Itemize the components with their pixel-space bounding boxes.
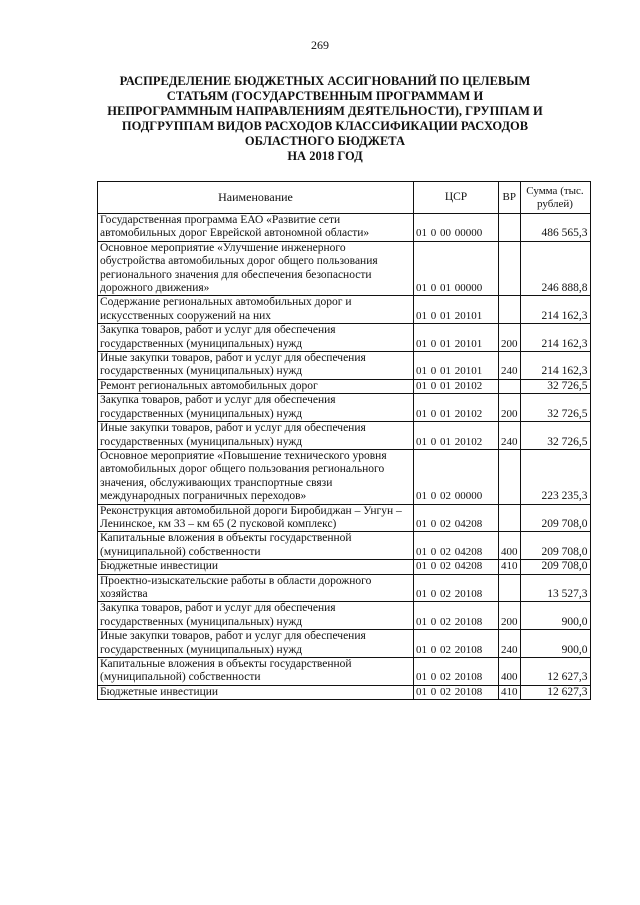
row-name-cell: Содержание региональных автомобильных дорог и искусственных сооружений на них bbox=[98, 296, 414, 324]
table-row bbox=[98, 394, 591, 422]
row-sum-cell: 13 527,3 bbox=[520, 574, 590, 602]
row-sum-cell: 486 565,3 bbox=[520, 214, 590, 242]
row-csr-cell: 01 0 02 20108 bbox=[414, 602, 499, 630]
row-vr-cell bbox=[499, 296, 521, 324]
title-line: НЕПРОГРАММНЫМ НАПРАВЛЕНИЯМ ДЕЯТЕЛЬНОСТИ), ГРУППАМ И bbox=[107, 104, 543, 118]
title-line: ОБЛАСТНОГО БЮДЖЕТА bbox=[244, 134, 406, 148]
row-sum-cell: 214 162,3 bbox=[520, 352, 590, 380]
row-vr-cell: 400 bbox=[499, 658, 521, 686]
row-csr-cell: 01 0 02 04208 bbox=[414, 560, 499, 574]
title-line: СТАТЬЯМ (ГОСУДАРСТВЕННЫМ ПРОГРАММАМ И bbox=[166, 89, 484, 103]
row-csr-cell: 01 0 01 20102 bbox=[414, 379, 499, 393]
row-csr-cell: 01 0 00 00000 bbox=[414, 214, 499, 242]
row-name-cell: Реконструкция автомобильной дороги Биробиджан – Унгун – Ленинское, км 33 – км 65 (2 пусковой комплекс) bbox=[98, 504, 414, 532]
row-csr-cell: 01 0 02 20108 bbox=[414, 574, 499, 602]
table-row bbox=[98, 685, 591, 699]
table-row bbox=[98, 352, 591, 380]
row-vr-cell bbox=[499, 241, 521, 296]
row-vr-cell bbox=[499, 214, 521, 242]
header-vr: ВР bbox=[499, 182, 521, 214]
row-csr-cell: 01 0 02 00000 bbox=[414, 449, 499, 504]
table-row bbox=[98, 379, 591, 393]
table-row bbox=[98, 504, 591, 532]
row-sum-cell: 12 627,3 bbox=[520, 658, 590, 686]
row-name-cell: Бюджетные инвестиции bbox=[98, 560, 414, 574]
row-vr-cell bbox=[499, 379, 521, 393]
row-name-cell: Иные закупки товаров, работ и услуг для обеспечения государственных (муниципальных) нужд bbox=[98, 630, 414, 658]
table-row bbox=[98, 532, 591, 560]
row-sum-cell: 223 235,3 bbox=[520, 449, 590, 504]
row-vr-cell: 410 bbox=[499, 560, 521, 574]
row-vr-cell: 240 bbox=[499, 422, 521, 450]
row-csr-cell: 01 0 02 04208 bbox=[414, 504, 499, 532]
row-vr-cell bbox=[499, 449, 521, 504]
table-row bbox=[98, 241, 591, 296]
row-sum-cell: 214 162,3 bbox=[520, 324, 590, 352]
table-row bbox=[98, 630, 591, 658]
title-line: НА 2018 ГОД bbox=[287, 149, 363, 163]
table-row bbox=[98, 296, 591, 324]
row-vr-cell: 410 bbox=[499, 685, 521, 699]
row-name-cell: Государственная программа ЕАО «Развитие сети автомобильных дорог Еврейской автономной области» bbox=[98, 214, 414, 242]
table-row bbox=[98, 449, 591, 504]
row-csr-cell: 01 0 01 20101 bbox=[414, 324, 499, 352]
title-line: РАСПРЕДЕЛЕНИЕ БЮДЖЕТНЫХ АССИГНОВАНИЙ ПО ЦЕЛЕВЫМ bbox=[119, 74, 531, 88]
row-name-cell: Иные закупки товаров, работ и услуг для обеспечения государственных (муниципальных) нужд bbox=[98, 422, 414, 450]
row-name-cell: Основное мероприятие «Повышение технического уровня автомобильных дорог общего пользования регионального значения, обслуживающих транспортные связи международных пограничных переходов» bbox=[98, 449, 414, 504]
row-sum-cell: 209 708,0 bbox=[520, 532, 590, 560]
row-name-cell: Бюджетные инвестиции bbox=[98, 685, 414, 699]
header-csr: ЦСР bbox=[414, 182, 499, 214]
header-sum: Сумма (тыс. рублей) bbox=[520, 182, 590, 214]
row-vr-cell: 200 bbox=[499, 602, 521, 630]
header-name: Наименование bbox=[98, 182, 414, 214]
row-sum-cell: 246 888,8 bbox=[520, 241, 590, 296]
row-sum-cell: 900,0 bbox=[520, 630, 590, 658]
table-row bbox=[98, 422, 591, 450]
row-vr-cell bbox=[499, 504, 521, 532]
row-csr-cell: 01 0 01 00000 bbox=[414, 241, 499, 296]
document-title bbox=[86, 74, 564, 164]
row-name-cell: Капитальные вложения в объекты государственной (муниципальной) собственности bbox=[98, 532, 414, 560]
row-name-cell: Проектно-изыскательские работы в области дорожного хозяйства bbox=[98, 574, 414, 602]
row-name-cell: Закупка товаров, работ и услуг для обеспечения государственных (муниципальных) нужд bbox=[98, 394, 414, 422]
row-csr-cell: 01 0 01 20102 bbox=[414, 394, 499, 422]
row-csr-cell: 01 0 01 20102 bbox=[414, 422, 499, 450]
row-sum-cell: 214 162,3 bbox=[520, 296, 590, 324]
row-csr-cell: 01 0 01 20101 bbox=[414, 352, 499, 380]
row-csr-cell: 01 0 02 04208 bbox=[414, 532, 499, 560]
row-name-cell: Капитальные вложения в объекты государственной (муниципальной) собственности bbox=[98, 658, 414, 686]
row-csr-cell: 01 0 01 20101 bbox=[414, 296, 499, 324]
row-csr-cell: 01 0 02 20108 bbox=[414, 658, 499, 686]
row-sum-cell: 12 627,3 bbox=[520, 685, 590, 699]
row-sum-cell: 32 726,5 bbox=[520, 422, 590, 450]
row-csr-cell: 01 0 02 20108 bbox=[414, 685, 499, 699]
row-sum-cell: 209 708,0 bbox=[520, 560, 590, 574]
title-line: ПОДГРУППАМ ВИДОВ РАСХОДОВ КЛАССИФИКАЦИИ РАСХОДОВ bbox=[121, 119, 529, 133]
row-sum-cell: 900,0 bbox=[520, 602, 590, 630]
row-vr-cell: 240 bbox=[499, 352, 521, 380]
table-body bbox=[98, 214, 591, 700]
row-name-cell: Закупка товаров, работ и услуг для обеспечения государственных (муниципальных) нужд bbox=[98, 324, 414, 352]
row-vr-cell bbox=[499, 574, 521, 602]
table-row bbox=[98, 574, 591, 602]
row-vr-cell: 240 bbox=[499, 630, 521, 658]
row-vr-cell: 200 bbox=[499, 324, 521, 352]
row-vr-cell: 400 bbox=[499, 532, 521, 560]
row-name-cell: Ремонт региональных автомобильных дорог bbox=[98, 379, 414, 393]
page-number: 269 bbox=[311, 38, 329, 52]
budget-table bbox=[97, 181, 591, 700]
row-vr-cell: 200 bbox=[499, 394, 521, 422]
row-name-cell: Основное мероприятие «Улучшение инженерного обустройства автомобильных дорог общего пользования регионального значения для обеспечения безопасности дорожного движения» bbox=[98, 241, 414, 296]
table-row bbox=[98, 560, 591, 574]
row-name-cell: Иные закупки товаров, работ и услуг для обеспечения государственных (муниципальных) нужд bbox=[98, 352, 414, 380]
row-sum-cell: 209 708,0 bbox=[520, 504, 590, 532]
table-row bbox=[98, 658, 591, 686]
table-row bbox=[98, 324, 591, 352]
row-sum-cell: 32 726,5 bbox=[520, 394, 590, 422]
row-name-cell: Закупка товаров, работ и услуг для обеспечения государственных (муниципальных) нужд bbox=[98, 602, 414, 630]
table-header-row bbox=[98, 182, 591, 214]
table-row bbox=[98, 602, 591, 630]
row-sum-cell: 32 726,5 bbox=[520, 379, 590, 393]
table-row bbox=[98, 214, 591, 242]
row-csr-cell: 01 0 02 20108 bbox=[414, 630, 499, 658]
